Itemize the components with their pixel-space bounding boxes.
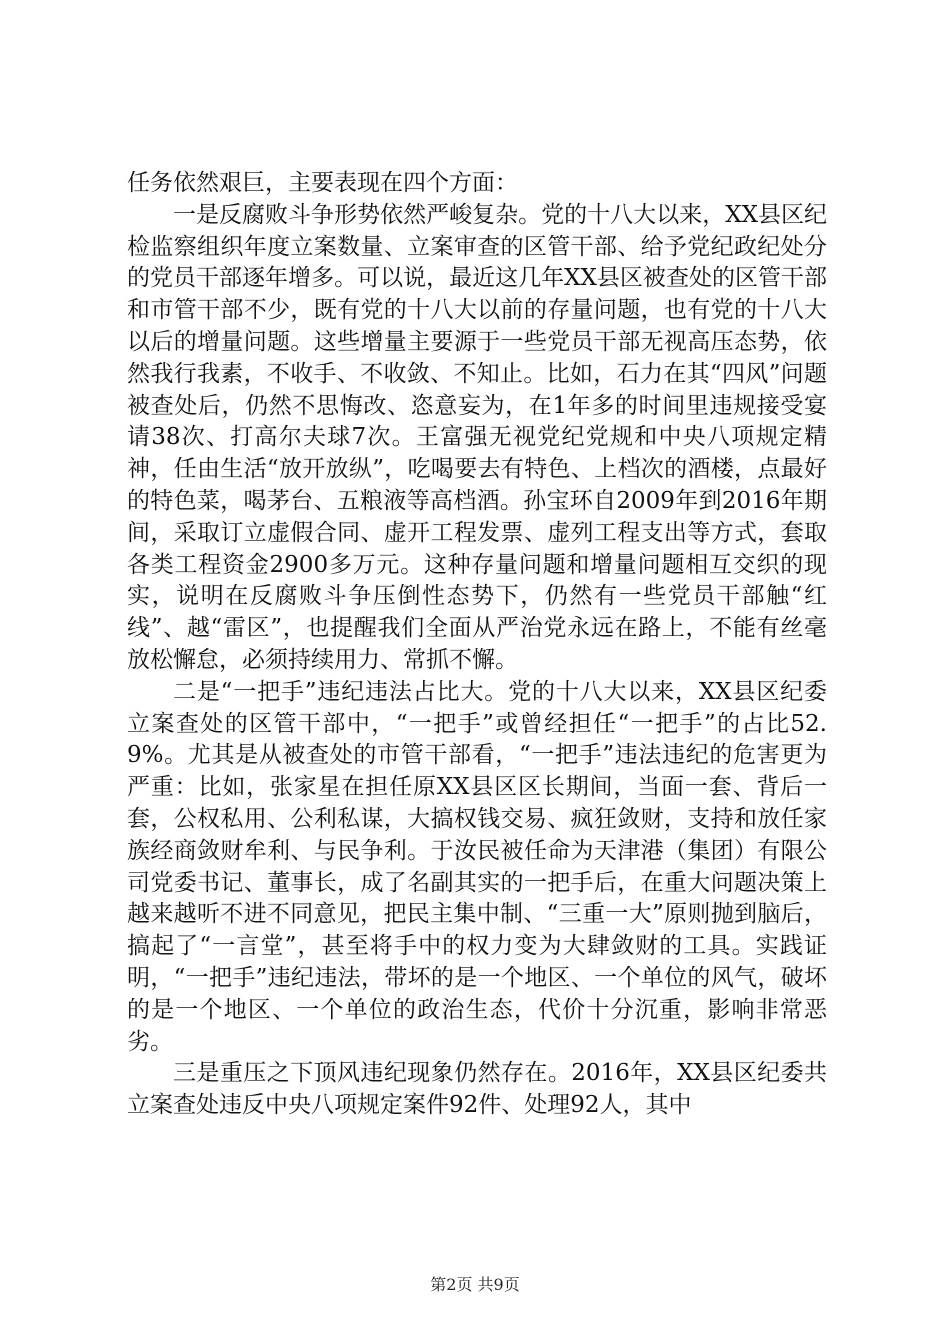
paragraph-point-two: 二是“一把手”违纪违法占比大。党的十八大以来，XX县区纪委立案查处的区管干部中，“一把手”或曾经担任“一把手”的占比52.9%。尤其是从被查处的市管干部看，“一把手”违法违纪的危害更为严重：比如，张家星在担任原XX县区区长期间，当面一套、背后一套，公权私用、公利私谋，大搞权钱交易、疯狂敛财，支持和放任家族经商敛财牟利、与民争利。于汝民被任命为天津港（集团）有限公司党委书记、董事长，成了名副其实的一把手后，在重大问题决策上越来越听不进不同意见，把民主集中制、“三重一大”原则抛到脑后，搞起了“一言堂”，甚至将手中的权力变为大肆敛财的工具。实践证明，“一把手”违纪违法，带坏的是一个地区、一个单位的风气，破坏的是一个地区、一个单位的政治生态，代价十分沉重，影响非常恶劣。 xyxy=(127,678,827,1055)
page-number-footer: 第2页 共9页 xyxy=(430,1275,520,1294)
paragraph-intro: 任务依然艰巨，主要表现在四个方面： xyxy=(127,170,518,196)
document-body xyxy=(127,168,827,1122)
paragraph-point-three: 三是重压之下顶风违纪现象仍然存在。2016年，XX县区纪委共立案查处违反中央八项规定案件92件、处理92人，其中 xyxy=(127,1060,827,1119)
paragraph-point-one: 一是反腐败斗争形势依然严峻复杂。党的十八大以来，XX县区纪检监察组织年度立案数量、立案审查的区管干部、给予党纪政纪处分的党员干部逐年增多。可以说，最近这几年XX县区被查处的区管干部和市管干部不少，既有党的十八大以前的存量问题，也有党的十八大以后的增量问题。这些增量主要源于一些党员干部无视高压态势，依然我行我素，不收手、不收敛、不知止。比如，石力在其“四风”问题被查处后，仍然不思悔改、恣意妄为，在1年多的时间里违规接受宴请38次、打高尔夫球7次。王富强无视党纪党规和中央八项规定精神，任由生活“放开放纵”，吃喝要去有特色、上档次的酒楼，点最好的特色菜，喝茅台、五粮液等高档酒。孙宝环自2009年到2016年期间，采取订立虚假合同、虚开工程发票、虚列工程支出等方式，套取各类工程资金2900多万元。这种存量问题和增量问题相互交织的现实，说明在反腐败斗争压倒性态势下，仍然有一些党员干部触“红线”、越“雷区”，也提醒我们全面从严治党永远在路上，不能有丝毫放松懈怠，必须持续用力、常抓不懈。 xyxy=(127,201,827,673)
